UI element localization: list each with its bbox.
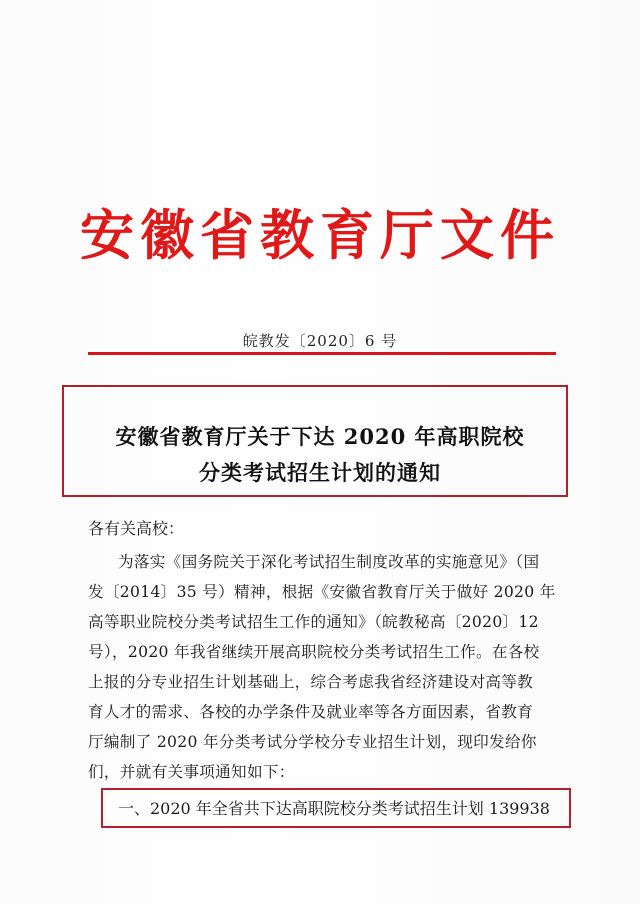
document-number: 皖教发〔2020〕6 号 bbox=[242, 332, 398, 350]
red-divider-rule bbox=[88, 352, 556, 355]
body-line: 上报的分专业招生计划基础上，综合考虑我省经济建设对高等教 bbox=[88, 673, 534, 691]
notice-title-line-1: 安徽省教育厅关于下达 2020 年高职院校 bbox=[115, 424, 525, 449]
body-line: 号），2020 年我省继续开展高职院校分类考试招生工作。在各校 bbox=[88, 643, 540, 661]
body-line: 厅编制了 2020 年分类考试分学校分专业招生计划，现印发给你 bbox=[88, 733, 537, 751]
body-line: 们，并就有关事项通知如下： bbox=[88, 763, 295, 781]
body-line: 发〔2014〕35 号）精神，根据《安徽省教育厅关于做好 2020 年 bbox=[88, 583, 556, 601]
salutation: 各有关高校： bbox=[88, 519, 185, 538]
notice-title-line-2: 分类考试招生计划的通知 bbox=[199, 460, 441, 485]
document-header-title: 安徽省教育厅文件 bbox=[80, 204, 560, 267]
body-line: 为落实《国务院关于深化考试招生制度改革的实施意见》（国 bbox=[118, 553, 540, 571]
body-line: 高等职业院校分类考试招生工作的通知》（皖教秘高〔2020〕12 bbox=[88, 613, 539, 631]
item-one-text: 一、2020 年全省共下达高职院校分类考试招生计划 139938 bbox=[118, 799, 550, 818]
body-line: 育人才的需求、各校的办学条件及就业率等各方面因素，省教育 bbox=[88, 703, 534, 721]
